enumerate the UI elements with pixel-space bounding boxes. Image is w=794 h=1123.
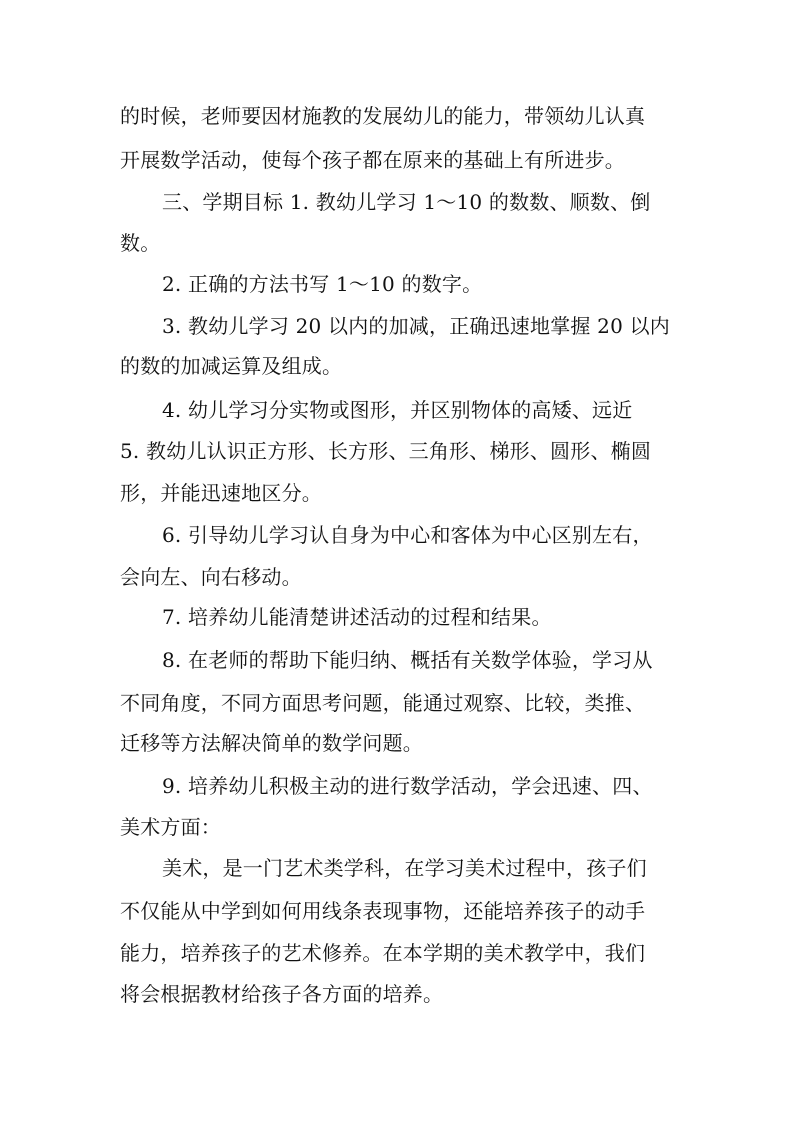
list-item: 9. 培养幼儿积极主动的进行数学活动，学会迅速、四、 [162, 774, 653, 798]
paragraph-line: 不同角度，不同方面思考问题，能通过观察、比较，类推、 [120, 691, 646, 715]
list-item: 6. 引导幼儿学习认自身为中心和客体为中心区别左右， [162, 523, 653, 547]
section-heading-art: 美术方面： [120, 815, 221, 839]
paragraph-line: 的时候，老师要因材施教的发展幼儿的能力，带领幼儿认真 [120, 104, 646, 128]
paragraph-line: 迁移等方法解决简单的数学问题。 [120, 731, 423, 755]
list-item: 2. 正确的方法书写 1～10 的数字。 [162, 272, 483, 296]
section-heading-goals: 三、学期目标 1. 教幼儿学习 1～10 的数数、顺数、倒 [162, 190, 651, 214]
list-item: 8. 在老师的帮助下能归纳、概括有关数学体验，学习从 [162, 648, 653, 672]
paragraph-line: 形，并能迅速地区分。 [120, 481, 322, 505]
paragraph-line: 能力，培养孩子的艺术修养。在本学期的美术教学中，我们 [120, 941, 646, 965]
paragraph-line: 数。 [120, 231, 161, 255]
paragraph-line: 美术，是一门艺术类学科，在学习美术过程中，孩子们 [162, 856, 647, 880]
paragraph-line: 的数的加减运算及组成。 [120, 354, 343, 378]
list-item: 4. 幼儿学习分实物或图形，并区别物体的高矮、远近 [162, 398, 633, 422]
list-item: 3. 教幼儿学习 20 以内的加减，正确迅速地掌握 20 以内 [162, 314, 670, 338]
list-item: 5. 教幼儿认识正方形、长方形、三角形、梯形、圆形、椭圆 [120, 439, 652, 463]
list-item: 7. 培养幼儿能清楚讲述活动的过程和结果。 [162, 605, 552, 629]
paragraph-line: 会向左、向右移动。 [120, 565, 302, 589]
paragraph-line: 将会根据教材给孩子各方面的培养。 [120, 982, 444, 1006]
paragraph-line: 不仅能从中学到如何用线条表现事物，还能培养孩子的动手 [120, 899, 646, 923]
paragraph-line: 开展数学活动，使每个孩子都在原来的基础上有所进步。 [120, 148, 625, 172]
